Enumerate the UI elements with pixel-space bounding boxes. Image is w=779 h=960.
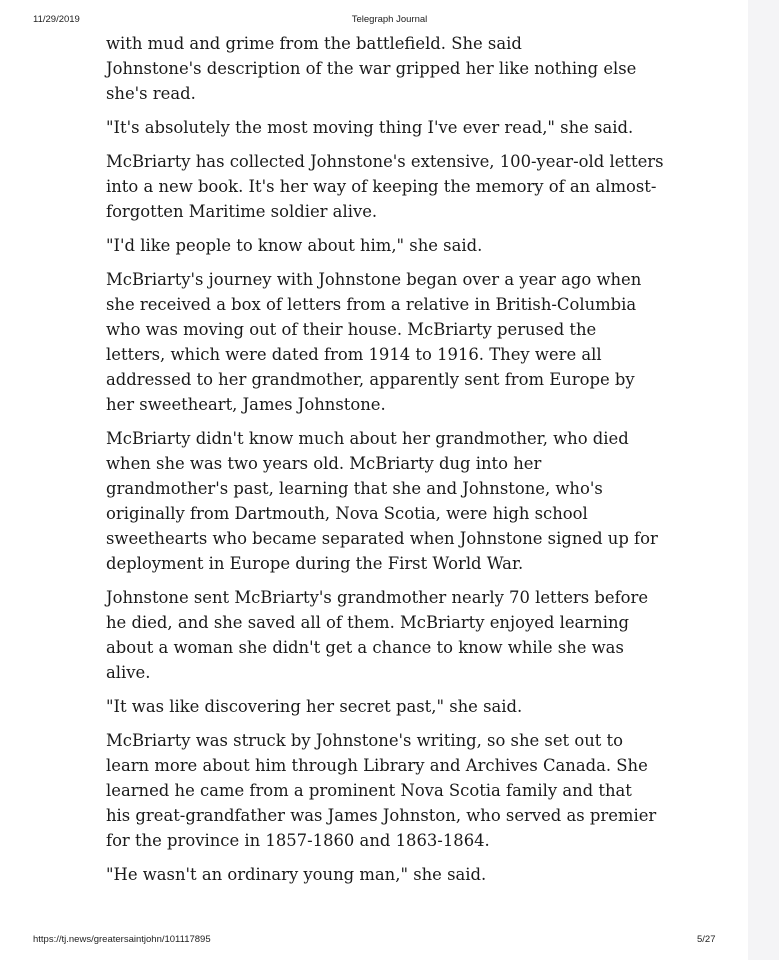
viewer-scroll-gutter[interactable] bbox=[748, 0, 779, 960]
article-paragraph bbox=[106, 31, 706, 106]
article-body bbox=[106, 31, 706, 887]
paragraph-line: sweethearts who became separated when Johnstone signed up for bbox=[106, 529, 658, 548]
paragraph-line: letters, which were dated from 1914 to 1916. They were all bbox=[106, 345, 602, 364]
article-paragraph bbox=[106, 585, 706, 685]
article-paragraph bbox=[106, 426, 706, 576]
paragraph-line: he died, and she saved all of them. McBriarty enjoyed learning bbox=[106, 613, 629, 632]
paragraph-line: learn more about him through Library and Archives Canada. She bbox=[106, 756, 648, 775]
paragraph-line: learned he came from a prominent Nova Scotia family and that bbox=[106, 781, 632, 800]
paragraph-line: "It's absolutely the most moving thing I've ever read," she said. bbox=[106, 118, 634, 137]
paragraph-line: for the province in 1857-1860 and 1863-1864. bbox=[106, 831, 490, 850]
paragraph-line: Johnstone sent McBriarty's grandmother nearly 70 letters before bbox=[106, 588, 649, 607]
paragraph-line: grandmother's past, learning that she and Johnstone, who's bbox=[106, 479, 603, 498]
source-url: https://tj.news/greatersaintjohn/101117895 bbox=[33, 934, 211, 945]
paragraph-line: with mud and grime from the battlefield. She said bbox=[106, 34, 522, 53]
paragraph-line: deployment in Europe during the First World War. bbox=[106, 554, 524, 573]
article-paragraph bbox=[106, 115, 706, 140]
paragraph-line: "I'd like people to know about him," she said. bbox=[106, 236, 483, 255]
paragraph-line: McBriarty has collected Johnstone's extensive, 100-year-old letters bbox=[106, 152, 664, 171]
article-paragraph bbox=[106, 862, 706, 887]
paragraph-line: about a woman she didn't get a chance to know while she was bbox=[106, 638, 624, 657]
article-paragraph bbox=[106, 267, 706, 417]
paragraph-line: alive. bbox=[106, 663, 151, 682]
article-paragraph bbox=[106, 149, 706, 224]
paragraph-line: Johnstone's description of the war gripped her like nothing else bbox=[106, 59, 637, 78]
paragraph-line: she received a box of letters from a relative in British-Columbia bbox=[106, 295, 637, 314]
paragraph-line: her sweetheart, James Johnstone. bbox=[106, 395, 386, 414]
paragraph-line: she's read. bbox=[106, 84, 196, 103]
page-number: 5/27 bbox=[697, 934, 716, 945]
paragraph-line: forgotten Maritime soldier alive. bbox=[106, 202, 378, 221]
print-date: 11/29/2019 bbox=[33, 14, 80, 25]
article-paragraph bbox=[106, 233, 706, 258]
paragraph-line: originally from Dartmouth, Nova Scotia, were high school bbox=[106, 504, 588, 523]
article-paragraph bbox=[106, 694, 706, 719]
paragraph-line: when she was two years old. McBriarty dug into her bbox=[106, 454, 542, 473]
paragraph-line: his great-grandfather was James Johnston, who served as premier bbox=[106, 806, 657, 825]
paragraph-line: McBriarty was struck by Johnstone's writing, so she set out to bbox=[106, 731, 624, 750]
publication-title: Telegraph Journal bbox=[351, 14, 428, 25]
paragraph-line: addressed to her grandmother, apparently sent from Europe by bbox=[106, 370, 635, 389]
paragraph-line: "He wasn't an ordinary young man," she said. bbox=[106, 865, 487, 884]
paragraph-line: into a new book. It's her way of keeping the memory of an almost- bbox=[106, 177, 657, 196]
paragraph-line: "It was like discovering her secret past," she said. bbox=[106, 697, 523, 716]
paragraph-line: McBriarty's journey with Johnstone began over a year ago when bbox=[106, 270, 642, 289]
article-paragraph bbox=[106, 728, 706, 853]
paragraph-line: McBriarty didn't know much about her grandmother, who died bbox=[106, 429, 629, 448]
paragraph-line: who was moving out of their house. McBriarty perused the bbox=[106, 320, 597, 339]
